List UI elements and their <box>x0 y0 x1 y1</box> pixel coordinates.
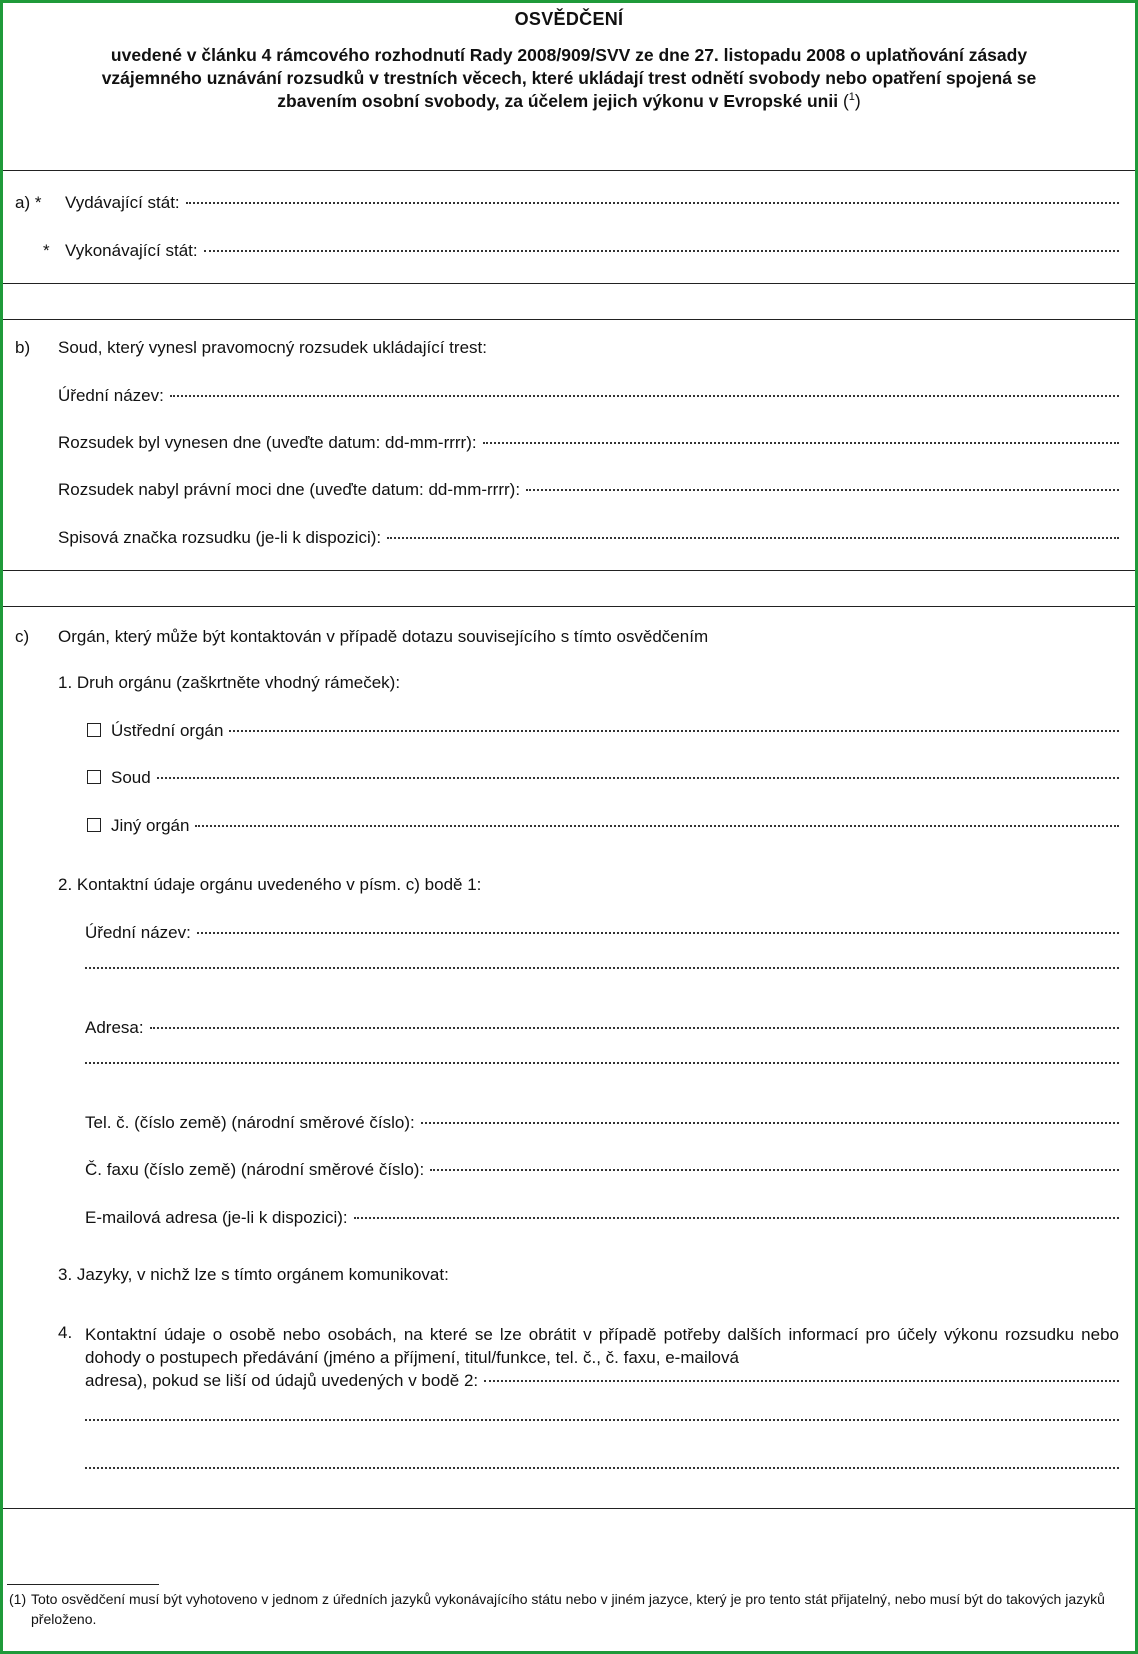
fax-field[interactable] <box>85 1160 1119 1180</box>
address-label: Adresa: <box>85 1018 144 1037</box>
authority-heading: Orgán, který může být kontaktován v případě dotazu souvisejícího s tímto osvědčením <box>58 627 709 646</box>
authority-name-label: Úřední název: <box>85 923 191 942</box>
phone-field[interactable] <box>85 1113 1119 1133</box>
footnote-text: Toto osvědčení musí být vyhotoveno v jednom z úředních jazyků vykonávajícího státu nebo v jiném jazyce, který je pro tento stát přijatelný, nebo musí být do takových jazyků přeloženo. <box>31 1591 1105 1627</box>
divider-c-start <box>3 606 1135 607</box>
divider-a-end <box>3 283 1135 284</box>
header-note-ref: ($^1$) <box>842 91 861 111</box>
option-other-authority-label: Jiný orgán <box>111 816 190 835</box>
judgment-date-dotted-line[interactable] <box>483 442 1119 444</box>
final-date-field[interactable] <box>58 480 1119 500</box>
footnote-rule <box>7 1584 159 1585</box>
languages-label: 3. Jazyky, v nichž lze s tímto orgánem komunikovat: <box>58 1265 449 1284</box>
judgment-reference-label: Spisová značka rozsudku (je-li k dispozici): <box>58 528 382 547</box>
address-continuation-dotted-line[interactable] <box>85 1062 1119 1064</box>
email-label: E-mailová adresa (je-li k dispozici): <box>85 1208 348 1227</box>
judgment-date-label: Rozsudek byl vynesen dne (uveďte datum: dd-mm-rrrr): <box>58 433 477 452</box>
court-heading: Soud, který vynesl pravomocný rozsudek ukládající trest: <box>58 338 487 357</box>
option-other-authority-dotted-line[interactable] <box>195 825 1119 827</box>
certificate-title: OSVĚDČENÍ <box>514 9 624 29</box>
contact-persons-number: 4. <box>58 1323 73 1342</box>
email-field[interactable] <box>85 1208 1119 1228</box>
contact-persons-continuation-2[interactable] <box>85 1471 1119 1473</box>
judgment-date-field[interactable] <box>58 433 1119 453</box>
fax-label: Č. faxu (číslo země) (národní směrové číslo): <box>85 1160 425 1179</box>
divider-b-end <box>3 570 1135 571</box>
section-a-marker: a) * <box>15 193 42 212</box>
phone-dotted-line[interactable] <box>421 1122 1119 1124</box>
checkbox-central-authority[interactable] <box>87 723 101 737</box>
issuing-state-dotted-line[interactable] <box>186 202 1119 204</box>
certificate-header <box>3 7 1135 113</box>
option-central-authority[interactable] <box>87 721 1119 741</box>
court-name-label: Úřední název: <box>58 386 164 405</box>
authority-name-dotted-line[interactable] <box>197 932 1119 934</box>
section-b-marker: b) <box>15 338 31 357</box>
contact-persons-tail: adresa), pokud se liší od údajů uvedených v bodě 2: <box>85 1371 479 1390</box>
address-dotted-line[interactable] <box>150 1027 1119 1029</box>
option-other-authority[interactable] <box>87 816 1119 836</box>
contact-persons-continuation-1-dotted-line[interactable] <box>85 1419 1119 1421</box>
contact-persons-paragraph <box>85 1323 1119 1392</box>
divider-b-start <box>3 319 1135 320</box>
executing-state-field[interactable] <box>65 241 1119 261</box>
header-line-2: vzájemného uznávání rozsudků v trestních věcech, které ukládají trest odnětí svobody nebo opatření spojená se <box>101 68 1037 88</box>
phone-label: Tel. č. (číslo země) (národní směrové číslo): <box>85 1113 415 1132</box>
issuing-state-field[interactable] <box>65 193 1119 213</box>
footnote <box>9 1589 1129 1629</box>
header-line-1: uvedené v článku 4 rámcového rozhodnutí Rady 2008/909/SVV ze dne 27. listopadu 2008 o uplatňování zásady <box>110 45 1028 65</box>
option-central-authority-dotted-line[interactable] <box>229 730 1119 732</box>
contact-persons-continuation-1[interactable] <box>85 1423 1119 1425</box>
fax-dotted-line[interactable] <box>430 1169 1119 1171</box>
header-line-3 <box>3 90 1135 113</box>
option-court[interactable] <box>87 768 1119 788</box>
judgment-reference-dotted-line[interactable] <box>387 537 1119 539</box>
divider-top <box>3 170 1135 171</box>
divider-c-end <box>3 1508 1135 1509</box>
authority-type-label: 1. Druh orgánu (zaškrtněte vhodný rámeček): <box>58 673 401 692</box>
email-dotted-line[interactable] <box>354 1217 1119 1219</box>
option-court-dotted-line[interactable] <box>157 777 1119 779</box>
contact-persons-field[interactable] <box>85 1369 1119 1392</box>
executing-state-dotted-line[interactable] <box>204 250 1119 252</box>
final-date-dotted-line[interactable] <box>526 489 1119 491</box>
judgment-reference-field[interactable] <box>58 528 1119 548</box>
issuing-state-label: Vydávající stát: <box>65 193 180 212</box>
executing-state-star: * <box>43 241 50 260</box>
authority-name-continuation[interactable] <box>85 971 1119 973</box>
contact-persons-dotted-line[interactable] <box>484 1380 1119 1382</box>
court-name-field[interactable] <box>58 386 1119 406</box>
header-note-number: 1 <box>848 91 855 104</box>
contact-details-label: 2. Kontaktní údaje orgánu uvedeného v písm. c) bodě 1: <box>58 875 482 894</box>
header-line-3-text: zbavením osobní svobody, za účelem jejich výkonu v Evropské unii <box>277 91 839 111</box>
contact-persons-text: Kontaktní údaje o osobě nebo osobách, na které se lze obrátit v případě potřeby dalších informací pro účely výkonu rozsudku nebo dohody o postupech předávání (jméno a příjmení, titul/funkce, tel. č., č. faxu, e-mailová <box>85 1325 1119 1367</box>
checkbox-court[interactable] <box>87 770 101 784</box>
footnote-mark: (1) <box>9 1591 27 1607</box>
authority-name-field[interactable] <box>85 923 1119 943</box>
option-court-label: Soud <box>111 768 151 787</box>
option-central-authority-label: Ústřední orgán <box>111 721 224 740</box>
executing-state-label: Vykonávající stát: <box>65 241 198 260</box>
address-field[interactable] <box>85 1018 1119 1038</box>
contact-persons-continuation-2-dotted-line[interactable] <box>85 1467 1119 1469</box>
checkbox-other-authority[interactable] <box>87 818 101 832</box>
address-continuation[interactable] <box>85 1066 1119 1068</box>
section-c-marker: c) <box>15 627 30 646</box>
court-name-dotted-line[interactable] <box>170 395 1119 397</box>
authority-name-continuation-dotted-line[interactable] <box>85 967 1119 969</box>
final-date-label: Rozsudek nabyl právní moci dne (uveďte datum: dd-mm-rrrr): <box>58 480 521 499</box>
